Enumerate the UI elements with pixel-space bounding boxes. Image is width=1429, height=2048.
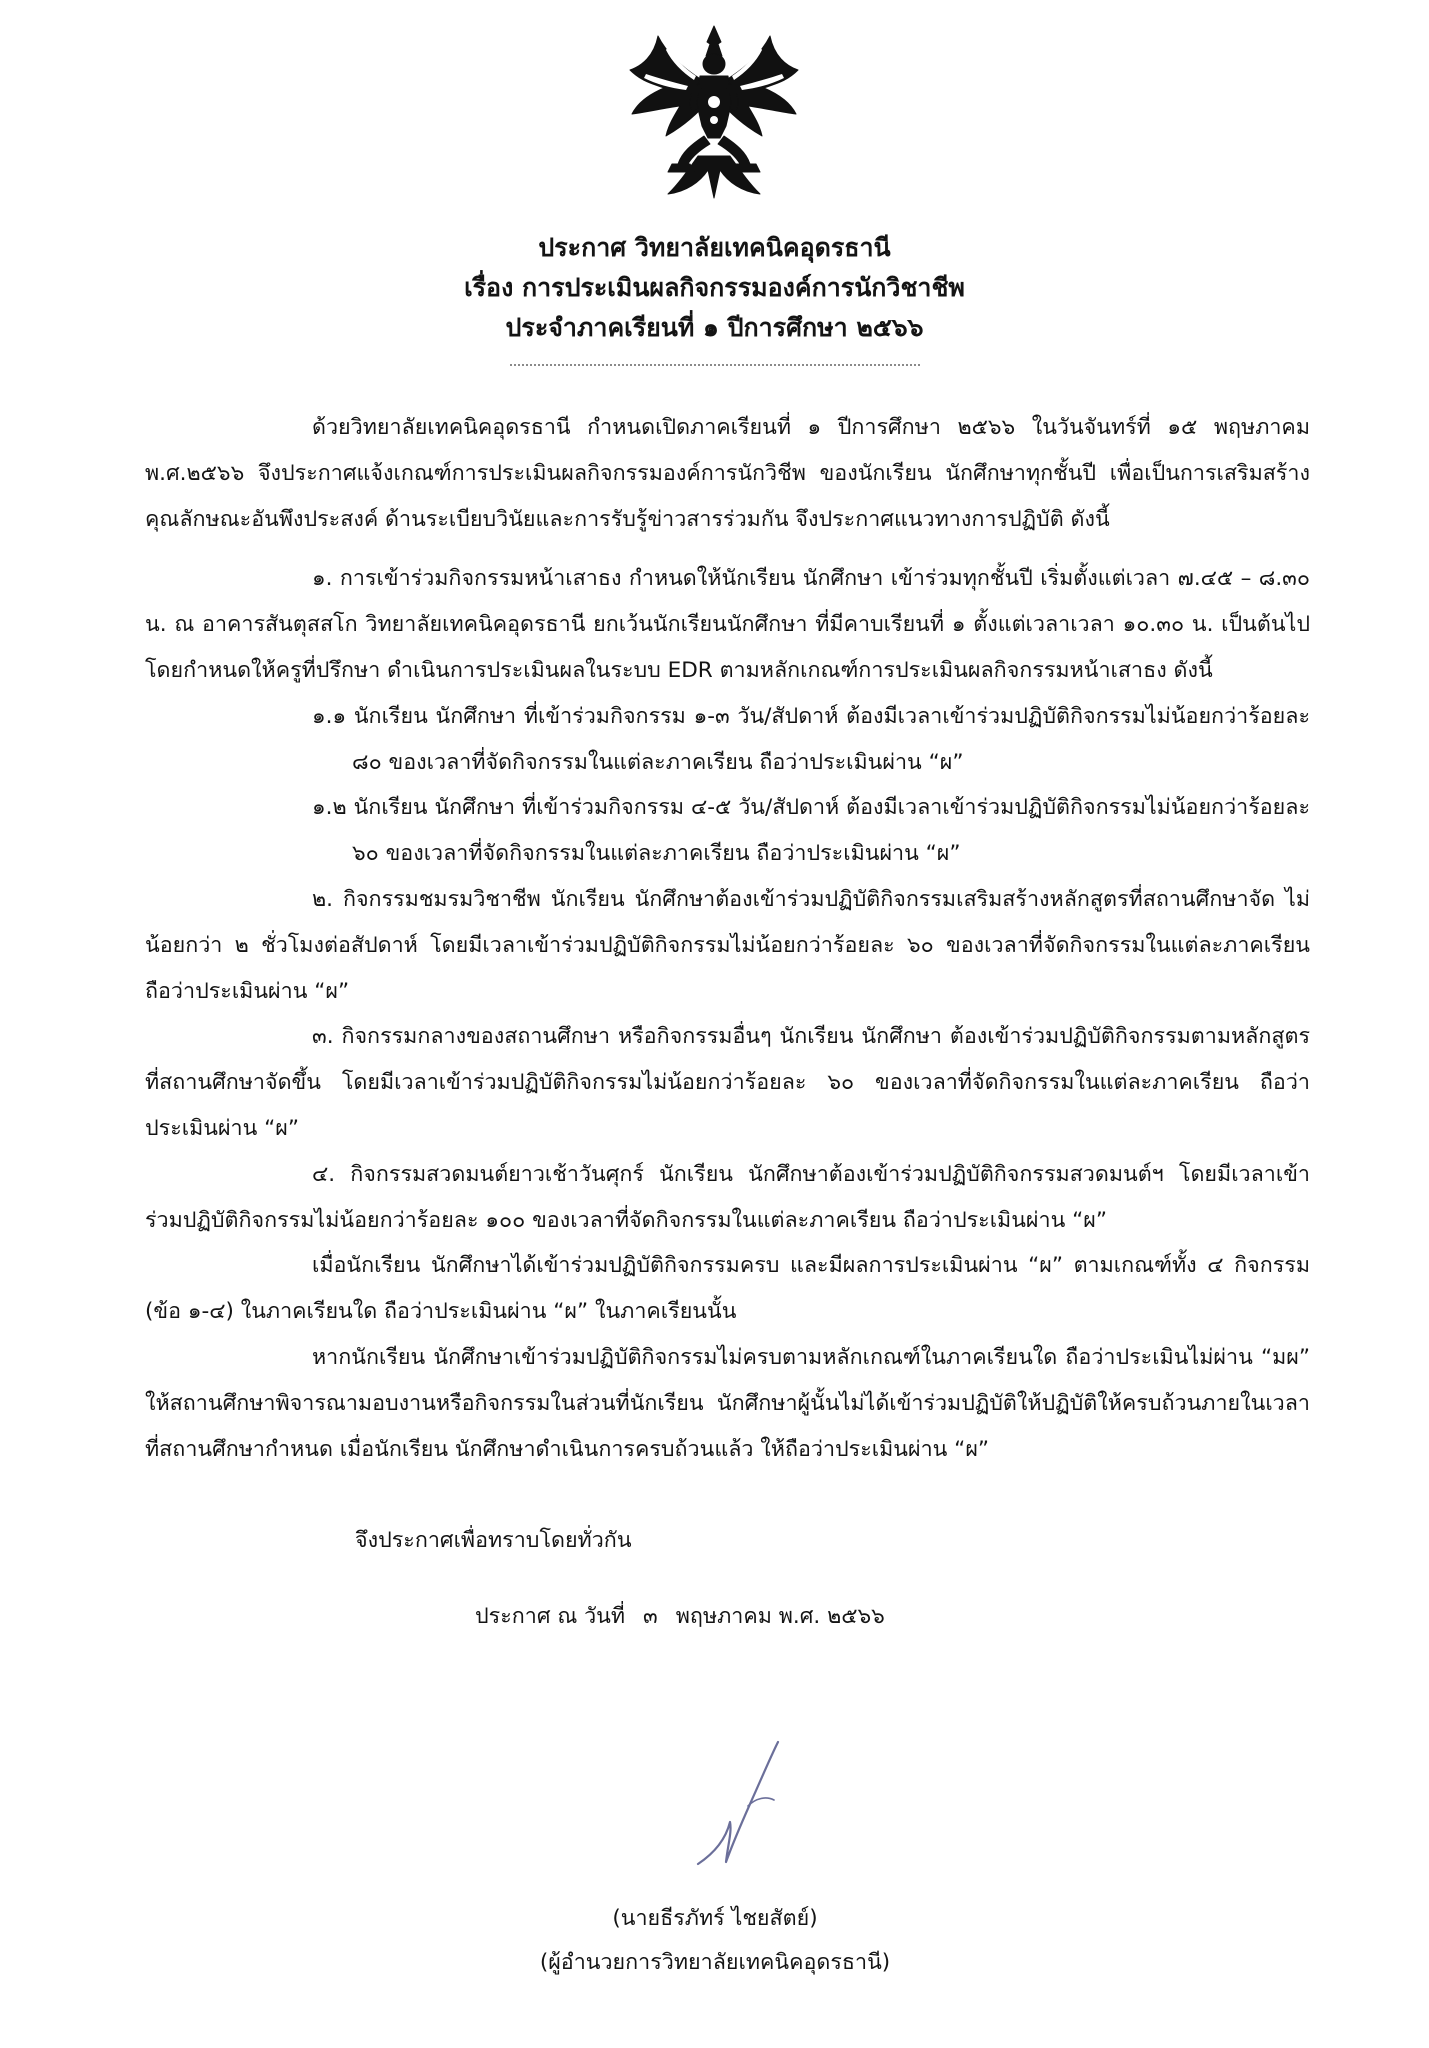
item-1-2-paragraph: ๑.๒ นักเรียน นักศึกษา ที่เข้าร่วมกิจกรรม ๔-๕ วัน/สัปดาห์ ต้องมีเวลาเข้าร่วมปฏิบัติกิจกรรมไม่น้อยกว่าร้อยละ ๖๐ ของเวลาที่จัดกิจกรรมในแต่ละภาคเรียน ถือว่าประเมินผ่าน “ผ” — [312, 795, 1310, 867]
announcement-header — [0, 228, 1429, 366]
fail-rule-paragraph: หากนักเรียน นักศึกษาเข้าร่วมปฏิบัติกิจกรรมไม่ครบตามหลักเกณฑ์ในภาคเรียนใด ถือว่าประเมินไม่ผ่าน “มผ” ให้สถานศึกษาพิจารณามอบงานหรือกิจกรรมในส่วนที่นักเรียน นักศึกษาผู้นั้นไม่ได้เข้าร่วมปฏิบัติให้ปฏิบัติให้ครบถ้วนภายในเวลาที่สถานศึกษากำหนด เมื่อนักเรียน นักศึกษาดำเนินการครบถ้วนแล้ว ให้ถือว่าประเมินผ่าน “ผ” — [145, 1344, 1310, 1462]
signer-block — [515, 1897, 915, 1985]
title-divider — [510, 364, 920, 366]
intro-paragraph: ด้วยวิทยาลัยเทคนิคอุดรธานี กำหนดเปิดภาคเรียนที่ ๑ ปีการศึกษา ๒๕๖๖ ในวันจันทร์ที่ ๑๕ พฤษภาคม พ.ศ.๒๕๖๖ จึงประกาศแจ้งเกณฑ์การประเมินผลกิจกรรมองค์การนักวิชีพ ของนักเรียน นักศึกษาทุกชั้นปี เพื่อเป็นการเสริมสร้างคุณลักษณะอันพึงประสงค์ ด้านระเบียบวินัยและการรับรู้ข่าวสารร่วมกัน จึงประกาศแนวทางการปฏิบัติ ดังนี้ — [145, 415, 1310, 532]
item-1-paragraph: ๑. การเข้าร่วมกิจกรรมหน้าเสาธง กำหนดให้นักเรียน นักศึกษา เข้าร่วมทุกชั้นปี เริ่มตั้งแต่เวลา ๗.๔๕ – ๘.๓๐ น. ณ อาคารสันตุสสโก วิทยาลัยเทคนิคอุดรธานี ยกเว้นนักเรียนนักศึกษา ที่มีคาบเรียนที่ ๑ ตั้งแต่เวลาเวลา ๑๐.๓๐ น. เป็นต้นไป โดยกำหนดให้ครูที่ปรึกษา ดำเนินการประเมินผลในระบบ EDR ตามหลักเกณฑ์การประเมินผลกิจกรรมหน้าเสาธง ดังนี้ — [145, 566, 1310, 683]
closing-line: จึงประกาศเพื่อทราบโดยทั่วกัน — [355, 1528, 632, 1554]
item-1-1-paragraph: ๑.๑ นักเรียน นักศึกษา ที่เข้าร่วมกิจกรรม ๑-๓ วัน/สัปดาห์ ต้องมีเวลาเข้าร่วมปฏิบัติกิจกรรมไม่น้อยกว่าร้อยละ ๘๐ ของเวลาที่จัดกิจกรรมในแต่ละภาคเรียน ถือว่าประเมินผ่าน “ผ” — [312, 703, 1310, 775]
announcement-date — [145, 1594, 1310, 1640]
announcement-issuer: ประกาศ วิทยาลัยเทคนิคอุดรธานี — [538, 233, 891, 262]
item-2-paragraph: ๒. กิจกรรมชมรมวิชาชีพ นักเรียน นักศึกษาต้องเข้าร่วมปฏิบัติกิจกรรมเสริมสร้างหลักสูตรที่สถานศึกษาจัด ไม่น้อยกว่า ๒ ชั่วโมงต่อสัปดาห์ โดยมีเวลาเข้าร่วมปฏิบัติกิจกรรมไม่น้อยกว่าร้อยละ ๖๐ ของเวลาที่จัดกิจกรรมในแต่ละภาคเรียน ถือว่าประเมินผ่าน “ผ” — [145, 886, 1310, 1004]
announcement-body — [145, 405, 1310, 1640]
garuda-emblem-icon — [628, 22, 800, 202]
pass-rule-paragraph: เมื่อนักเรียน นักศึกษาได้เข้าร่วมปฏิบัติกิจกรรมครบ และมีผลการประเมินผ่าน “ผ” ตามเกณฑ์ทั้ง ๔ กิจกรรม (ข้อ ๑-๔) ในภาคเรียนใด ถือว่าประเมินผ่าน “ผ” ในภาคเรียนนั้น — [145, 1253, 1310, 1325]
date-day: ๓ — [643, 1604, 658, 1630]
signer-name: (นายธีรภัทร์ ไชยสัตย์) — [612, 1906, 818, 1931]
handwritten-signature-icon — [690, 1738, 810, 1868]
item-3-paragraph: ๓. กิจกรรมกลางของสถานศึกษา หรือกิจกรรมอื่นๆ นักเรียน นักศึกษา ต้องเข้าร่วมปฏิบัติกิจกรรมตามหลักสูตรที่สถานศึกษาจัดขึ้น โดยมีเวลาเข้าร่วมปฏิบัติกิจกรรมไม่น้อยกว่าร้อยละ ๖๐ ของเวลาที่จัดกิจกรรมในแต่ละภาคเรียน ถือว่าประเมินผ่าน “ผ” — [145, 1024, 1310, 1141]
date-month-year: พฤษภาคม พ.ศ. ๒๕๖๖ — [675, 1604, 885, 1630]
announcement-subject: เรื่อง การประเมินผลกิจกรรมองค์การนักวิชาชีพ — [464, 273, 965, 302]
announcement-term: ประจำภาคเรียนที่ ๑ ปีการศึกษา ๒๕๖๖ — [505, 313, 924, 342]
item-4-paragraph: ๔. กิจกรรมสวดมนต์ยาวเช้าวันศุกร์ นักเรียน นักศึกษาต้องเข้าร่วมปฏิบัติกิจกรรมสวดมนต์ฯ โดยมีเวลาเข้าร่วมปฏิบัติกิจกรรมไม่น้อยกว่าร้อยละ ๑๐๐ ของเวลาที่จัดกิจกรรมในแต่ละภาคเรียน ถือว่าประเมินผ่าน “ผ” — [145, 1161, 1310, 1233]
signer-position: (ผู้อำนวยการวิทยาลัยเทคนิคอุดรธานี) — [539, 1950, 891, 1975]
date-prefix: ประกาศ ณ วันที่ — [475, 1604, 626, 1630]
